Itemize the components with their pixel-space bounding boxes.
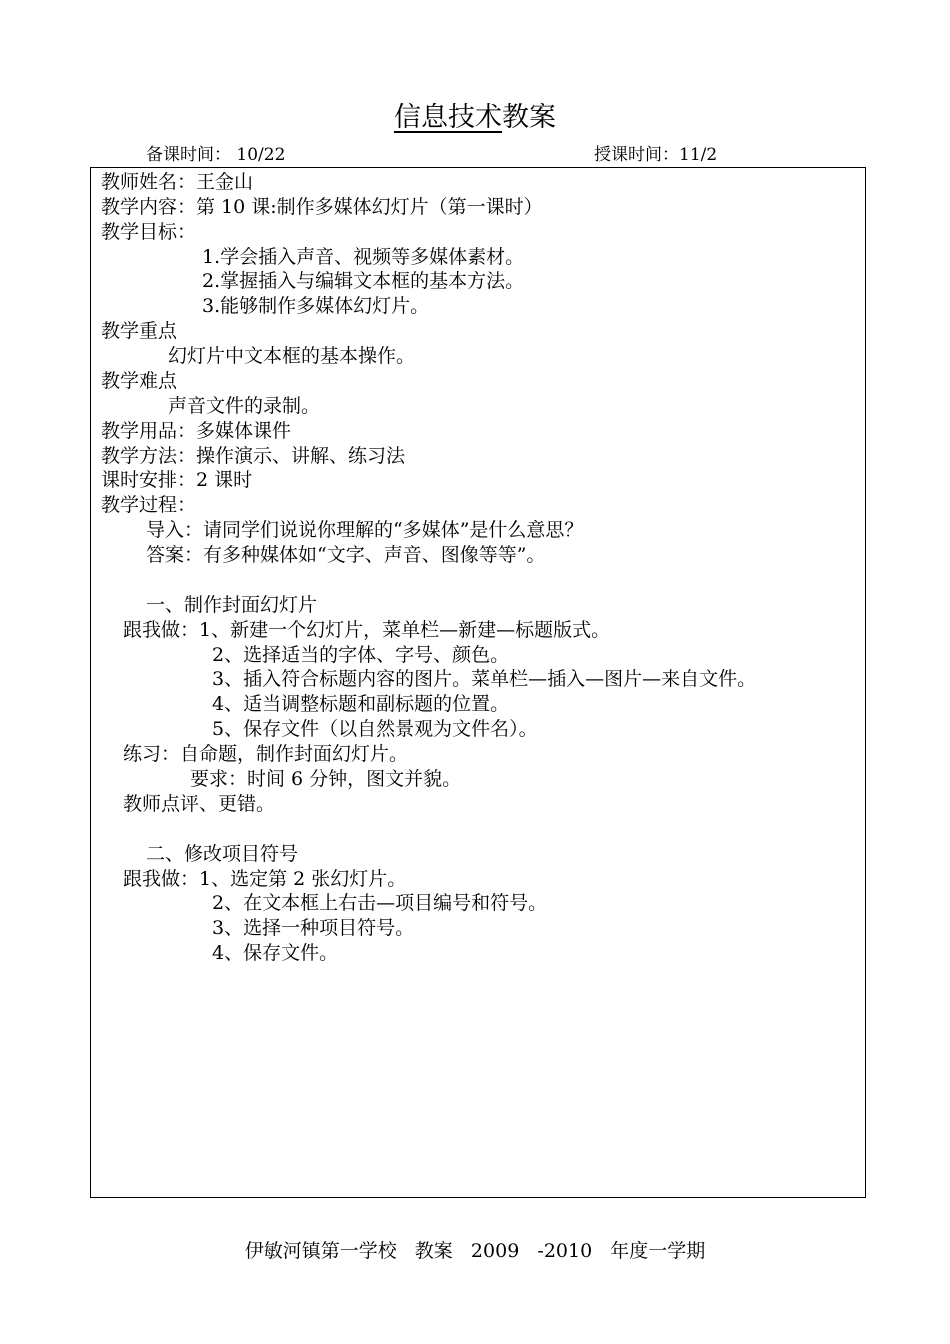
method-line: 教学方法：操作演示、讲解、练习法 bbox=[101, 445, 406, 467]
objectives-heading: 教学目标： bbox=[101, 221, 197, 243]
requirement-line: 要求：时间 6 分钟，图文并貌。 bbox=[190, 768, 462, 790]
practice-line: 练习：自命题，制作封面幻灯片。 bbox=[123, 743, 409, 765]
key-point-heading: 教学重点 bbox=[101, 320, 178, 342]
section-two-heading: 二、修改项目符号 bbox=[146, 843, 299, 865]
section-one-heading: 一、制作封面幻灯片 bbox=[146, 594, 318, 616]
objective-item: 1.学会插入声音、视频等多媒体素材。 bbox=[202, 246, 525, 268]
intro-question: 导入：请同学们说说你理解的“多媒体”是什么意思？ bbox=[146, 519, 584, 541]
step-item: 5、保存文件（以自然景观为文件名）。 bbox=[212, 718, 538, 740]
step-item: 2、选择适当的字体、字号、颜色。 bbox=[212, 644, 510, 666]
title-rest: 教案 bbox=[502, 102, 556, 133]
objective-item: 2.掌握插入与编辑文本框的基本方法。 bbox=[202, 270, 525, 292]
teacher-name-line: 教师姓名：王金山 bbox=[101, 171, 254, 193]
page-footer: 伊敏河镇第一学校 教案 2009 -2010 年度一学期 bbox=[244, 1240, 706, 1262]
lesson-plan-title bbox=[0, 98, 950, 138]
step-item: 3、选择一种项目符号。 bbox=[212, 917, 415, 939]
difficulty-text: 声音文件的录制。 bbox=[168, 395, 321, 417]
content-line: 教学内容：第 10 课:制作多媒体幻灯片（第一课时） bbox=[101, 196, 543, 218]
objective-item: 3.能够制作多媒体幻灯片。 bbox=[202, 295, 430, 317]
step-item: 2、在文本框上右击—项目编号和符号。 bbox=[212, 892, 548, 914]
key-point-text: 幻灯片中文本框的基本操作。 bbox=[168, 345, 416, 367]
process-heading: 教学过程： bbox=[101, 494, 197, 516]
materials-line: 教学用品：多媒体课件 bbox=[101, 420, 292, 442]
difficulty-heading: 教学难点 bbox=[101, 370, 178, 392]
title-underlined: 信息技术 bbox=[394, 102, 502, 133]
step-item: 4、保存文件。 bbox=[212, 942, 339, 964]
step-item: 4、适当调整标题和副标题的位置。 bbox=[212, 693, 510, 715]
prep-time: 备课时间： 10/22 bbox=[146, 145, 286, 165]
step-item: 跟我做：1、选定第 2 张幻灯片。 bbox=[123, 868, 407, 890]
schedule-line: 课时安排：2 课时 bbox=[101, 469, 253, 491]
lesson-content-box bbox=[90, 167, 866, 1198]
teach-time: 授课时间：11/2 bbox=[594, 145, 718, 165]
step-item: 3、插入符合标题内容的图片。菜单栏—插入—图片—来自文件。 bbox=[212, 668, 757, 690]
step-item: 跟我做：1、新建一个幻灯片，菜单栏—新建—标题版式。 bbox=[123, 619, 611, 641]
review-line: 教师点评、更错。 bbox=[123, 793, 276, 815]
intro-answer: 答案：有多种媒体如“文字、声音、图像等等”。 bbox=[146, 544, 546, 566]
